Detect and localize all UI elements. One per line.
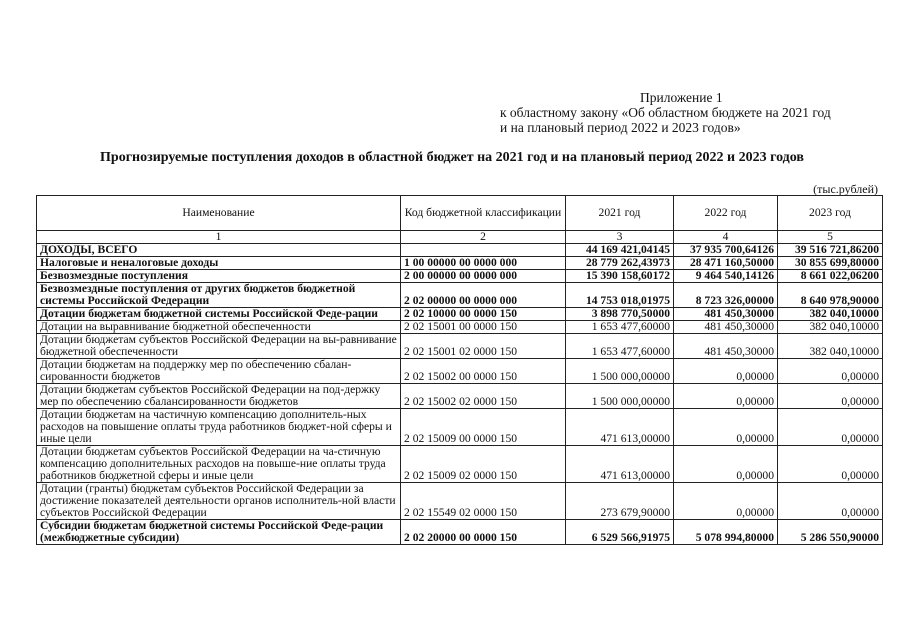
value-2023: 30 855 699,80000	[778, 257, 883, 270]
table-row	[37, 483, 883, 520]
value-2021: 1 653 477,60000	[566, 334, 674, 359]
row-name: ДОХОДЫ, ВСЕГО	[37, 244, 401, 257]
value-2021: 471 613,00000	[566, 409, 674, 446]
table-row	[37, 334, 883, 359]
value-2022: 37 935 700,64126	[674, 244, 778, 257]
row-name: Дотации бюджетам на поддержку мер по обеспечению сбалан-сированности бюджетов	[37, 359, 401, 384]
row-code: 2 02 15001 02 0000 150	[401, 334, 566, 359]
value-2022: 9 464 540,14126	[674, 270, 778, 283]
row-name: Дотации на выравнивание бюджетной обеспеченности	[37, 321, 401, 334]
value-2023: 0,00000	[778, 446, 883, 483]
revenue-table	[36, 195, 883, 545]
index-cell: 1	[37, 231, 401, 244]
value-2022: 0,00000	[674, 384, 778, 409]
value-2023: 0,00000	[778, 483, 883, 520]
appendix-law-line: к областному закону «Об областном бюджете на 2021 год	[500, 105, 831, 120]
table-row	[37, 384, 883, 409]
table-row	[37, 446, 883, 483]
value-2022: 481 450,30000	[674, 321, 778, 334]
row-code: 2 02 15001 00 0000 150	[401, 321, 566, 334]
row-code: 1 00 00000 00 0000 000	[401, 257, 566, 270]
index-cell: 2	[401, 231, 566, 244]
index-cell: 3	[566, 231, 674, 244]
row-code: 2 02 00000 00 0000 000	[401, 283, 566, 308]
value-2021: 1 500 000,00000	[566, 384, 674, 409]
value-2021: 3 898 770,50000	[566, 308, 674, 321]
value-2022: 0,00000	[674, 409, 778, 446]
appendix-note	[500, 90, 890, 135]
appendix-number: Приложение 1	[640, 90, 723, 105]
value-2023: 5 286 550,90000	[778, 520, 883, 545]
value-2021: 14 753 018,01975	[566, 283, 674, 308]
value-2021: 15 390 158,60172	[566, 270, 674, 283]
table-row	[37, 520, 883, 545]
appendix-law-line-2: и на плановый период 2022 и 2023 годов»	[500, 120, 741, 135]
value-2021: 6 529 566,91975	[566, 520, 674, 545]
header-2022: 2022 год	[674, 196, 778, 231]
index-row	[37, 231, 883, 244]
row-name: Налоговые и неналоговые доходы	[37, 257, 401, 270]
value-2023: 8 640 978,90000	[778, 283, 883, 308]
row-code: 2 02 15002 02 0000 150	[401, 384, 566, 409]
row-name: Безвозмездные поступления	[37, 270, 401, 283]
table-row	[37, 283, 883, 308]
value-2021: 471 613,00000	[566, 446, 674, 483]
value-2022: 28 471 160,50000	[674, 257, 778, 270]
value-2022: 0,00000	[674, 446, 778, 483]
value-2023: 382 040,10000	[778, 334, 883, 359]
value-2022: 481 450,30000	[674, 308, 778, 321]
row-code: 2 02 15009 00 0000 150	[401, 409, 566, 446]
value-2021: 1 653 477,60000	[566, 321, 674, 334]
header-2021: 2021 год	[566, 196, 674, 231]
row-name: Дотации бюджетам на частичную компенсацию дополнитель-ных расходов на повышение оплаты труда работников бюджет-ной сферы и иные цели	[37, 409, 401, 446]
row-code: 2 02 20000 00 0000 150	[401, 520, 566, 545]
table-row	[37, 257, 883, 270]
units-label: (тыс.рублей)	[813, 182, 878, 196]
table-row	[37, 270, 883, 283]
row-code: 2 02 15009 02 0000 150	[401, 446, 566, 483]
table-row	[37, 321, 883, 334]
header-code: Код бюджетной классификации	[401, 196, 566, 231]
value-2023: 8 661 022,06200	[778, 270, 883, 283]
table-row	[37, 409, 883, 446]
row-name: Дотации бюджетам субъектов Российской Федерации на вы-равнивание бюджетной обеспеченности	[37, 334, 401, 359]
value-2022: 0,00000	[674, 483, 778, 520]
value-2023: 0,00000	[778, 409, 883, 446]
row-name: Дотации бюджетам субъектов Российской Федерации на под-держку мер по обеспечению сбалансированности бюджетов	[37, 384, 401, 409]
value-2021: 1 500 000,00000	[566, 359, 674, 384]
value-2021: 28 779 262,43973	[566, 257, 674, 270]
value-2021: 44 169 421,04145	[566, 244, 674, 257]
header-name: Наименование	[37, 196, 401, 231]
value-2022: 0,00000	[674, 359, 778, 384]
row-name: Дотации (гранты) бюджетам субъектов Российской Федерации за достижение показателей деятельности органов исполнитель-ной власти субъектов Российской Федерации	[37, 483, 401, 520]
value-2022: 8 723 326,00000	[674, 283, 778, 308]
value-2022: 5 078 994,80000	[674, 520, 778, 545]
table-row	[37, 244, 883, 257]
row-name: Безвозмездные поступления от других бюджетов бюджетной системы Российской Федерации	[37, 283, 401, 308]
row-code: 2 02 15002 00 0000 150	[401, 359, 566, 384]
row-code: 2 00 00000 00 0000 000	[401, 270, 566, 283]
value-2023: 382 040,10000	[778, 321, 883, 334]
row-name: Субсидии бюджетам бюджетной системы Российской Феде-рации (межбюджетные субсидии)	[37, 520, 401, 545]
value-2023: 39 516 721,86200	[778, 244, 883, 257]
value-2023: 382 040,10000	[778, 308, 883, 321]
value-2023: 0,00000	[778, 359, 883, 384]
value-2023: 0,00000	[778, 384, 883, 409]
row-name: Дотации бюджетам бюджетной системы Российской Феде-рации	[37, 308, 401, 321]
table-row	[37, 308, 883, 321]
page-title: Прогнозируемые поступления доходов в областной бюджет на 2021 год и на плановый период 2022 и 2023 годов	[100, 150, 804, 165]
index-cell: 5	[778, 231, 883, 244]
row-code	[401, 244, 566, 257]
header-2023: 2023 год	[778, 196, 883, 231]
table-row	[37, 359, 883, 384]
value-2022: 481 450,30000	[674, 334, 778, 359]
header-row	[37, 196, 883, 231]
row-name: Дотации бюджетам субъектов Российской Федерации на ча-стичную компенсацию дополнительных расходов на повыше-ние оплаты труда работников бюджетной сферы и иные цели	[37, 446, 401, 483]
value-2021: 273 679,90000	[566, 483, 674, 520]
row-code: 2 02 10000 00 0000 150	[401, 308, 566, 321]
index-cell: 4	[674, 231, 778, 244]
row-code: 2 02 15549 02 0000 150	[401, 483, 566, 520]
